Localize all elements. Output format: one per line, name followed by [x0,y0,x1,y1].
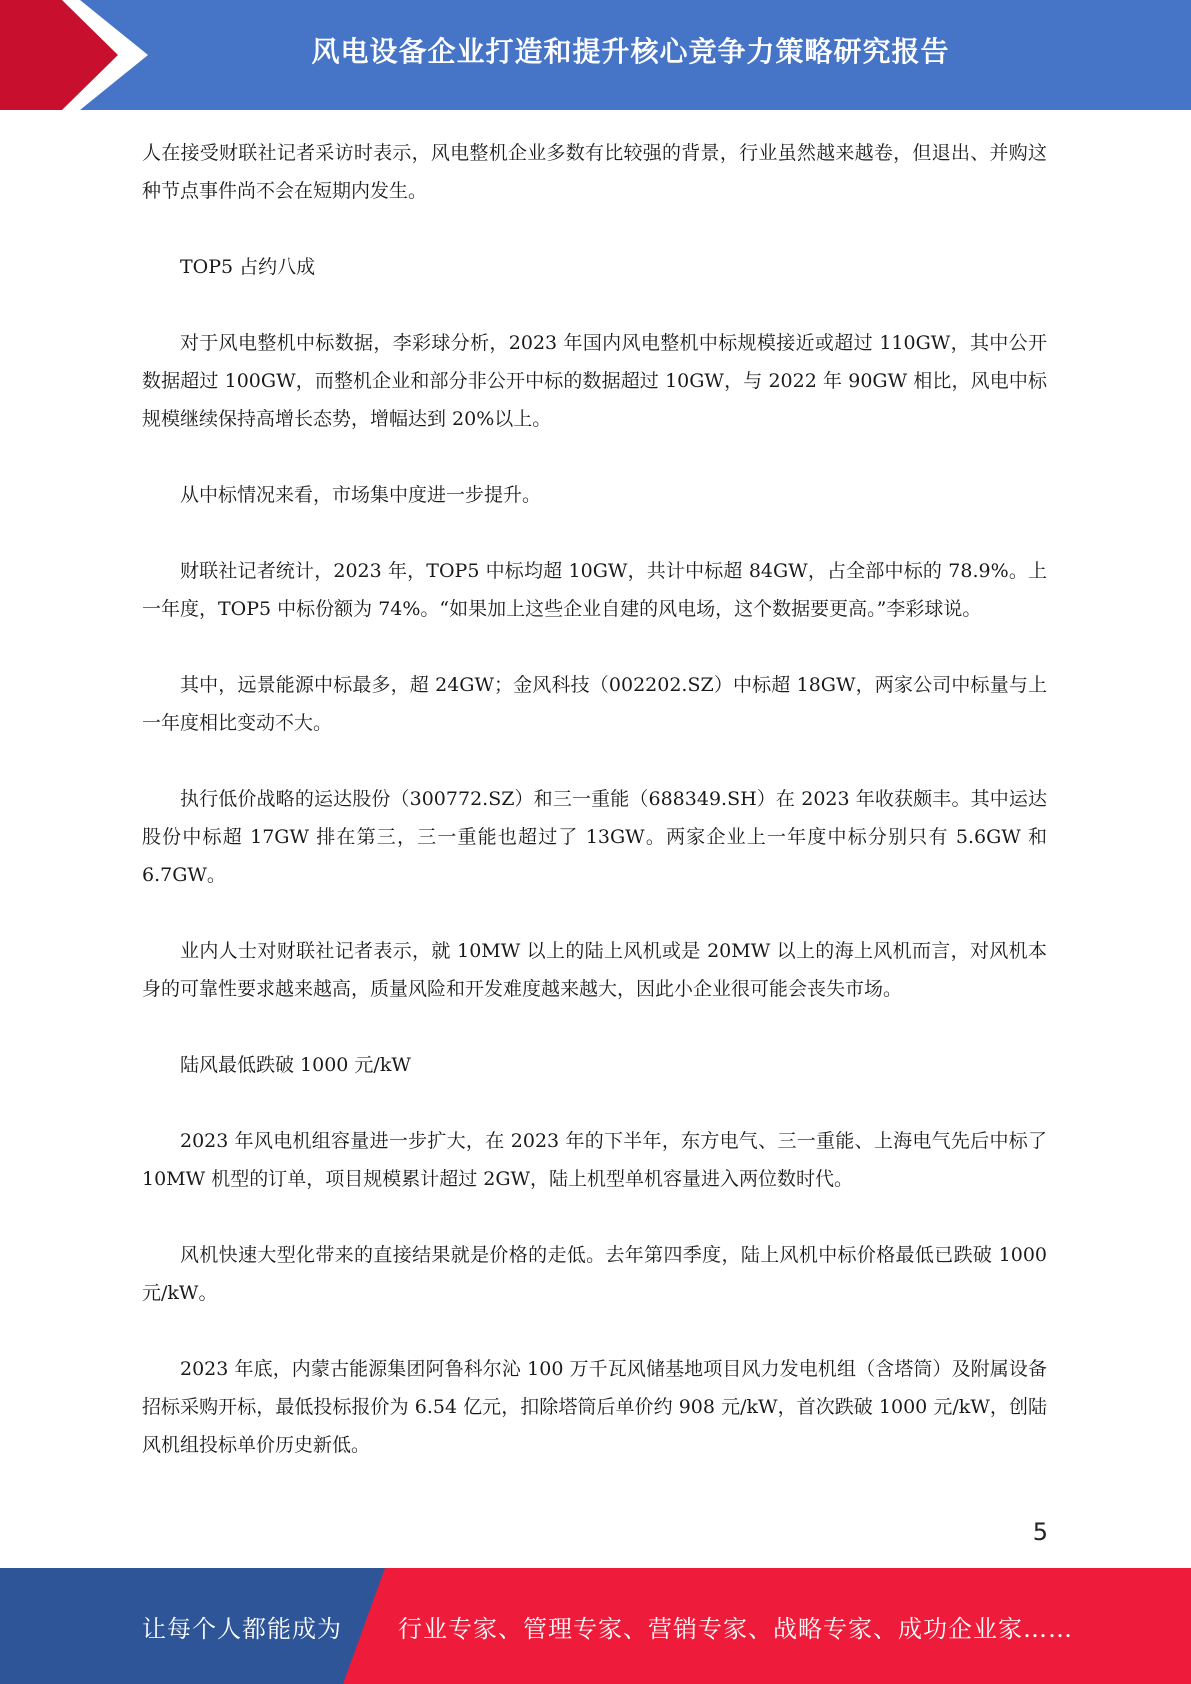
paragraph: 从中标情况来看，市场集中度进一步提升。 [180,484,542,506]
paragraph: 风机快速大型化带来的直接结果就是价格的走低。去年第四季度，陆上风机中标价格最低已跌破 1000 元/kW。 [142,1244,1047,1304]
paragraph-continued: 人在接受财联社记者采访时表示，风电整机企业多数有比较强的背景，行业虽然越来越卷，但退出、并购这种节点事件尚不会在短期内发生。 [142,142,1047,202]
page-number: 5 [1032,1518,1048,1546]
report-title: 风电设备企业打造和提升核心竞争力策略研究报告 [311,35,950,68]
paragraph: 2023 年底，内蒙古能源集团阿鲁科尔沁 100 万千瓦风储基地项目风力发电机组（含塔筒）及附属设备招标采购开标，最低投标报价为 6.54 亿元，扣除塔筒后单价约 908 元/kW，首次跌破 1000 元/kW，创陆风机组投标单价历史新低。 [142,1358,1047,1456]
paragraph: 执行低价战略的运达股份（300772.SZ）和三一重能（688349.SH）在 2023 年收获颇丰。其中运达股份中标超 17GW 排在第三，三一重能也超过了 13GW。两家企业上一年度中标分别只有 5.6GW 和 6.7GW。 [142,788,1047,886]
paragraph: 业内人士对财联社记者表示，就 10MW 以上的陆上风机或是 20MW 以上的海上风机而言，对风机本身的可靠性要求越来越高，质量风险和开发难度越来越大，因此小企业很可能会丧失市场。 [142,940,1047,1000]
header-arrow-decoration [0,0,160,110]
page-header [0,0,1191,110]
paragraph: 其中，远景能源中标最多，超 24GW；金风科技（002202.SZ）中标超 18GW，两家公司中标量与上一年度相比变动不大。 [142,674,1047,734]
section-heading-top5: TOP5 占约八成 [180,256,316,278]
document-body [142,134,1047,1464]
footer-slogan-right: 行业专家、管理专家、营销专家、战略专家、成功企业家…… [398,1614,1073,1643]
page-footer [0,1568,1191,1684]
paragraph: 对于风电整机中标数据，李彩球分析，2023 年国内风电整机中标规模接近或超过 110GW，其中公开数据超过 100GW，而整机企业和部分非公开中标的数据超过 10GW，与 2022 年 90GW 相比，风电中标规模继续保持高增长态势，增幅达到 20%以上。 [142,332,1047,430]
section-heading-onshore-price: 陆风最低跌破 1000 元/kW [180,1054,411,1076]
footer-slogan-left: 让每个人都能成为 [142,1614,342,1643]
paragraph: 2023 年风电机组容量进一步扩大，在 2023 年的下半年，东方电气、三一重能、上海电气先后中标了 10MW 机型的订单，项目规模累计超过 2GW，陆上机型单机容量进入两位数时代。 [142,1130,1047,1190]
paragraph: 财联社记者统计，2023 年，TOP5 中标均超 10GW，共计中标超 84GW，占全部中标的 78.9%。上一年度，TOP5 中标份额为 74%。“如果加上这些企业自建的风电场，这个数据要更高。”李彩球说。 [142,560,1047,620]
